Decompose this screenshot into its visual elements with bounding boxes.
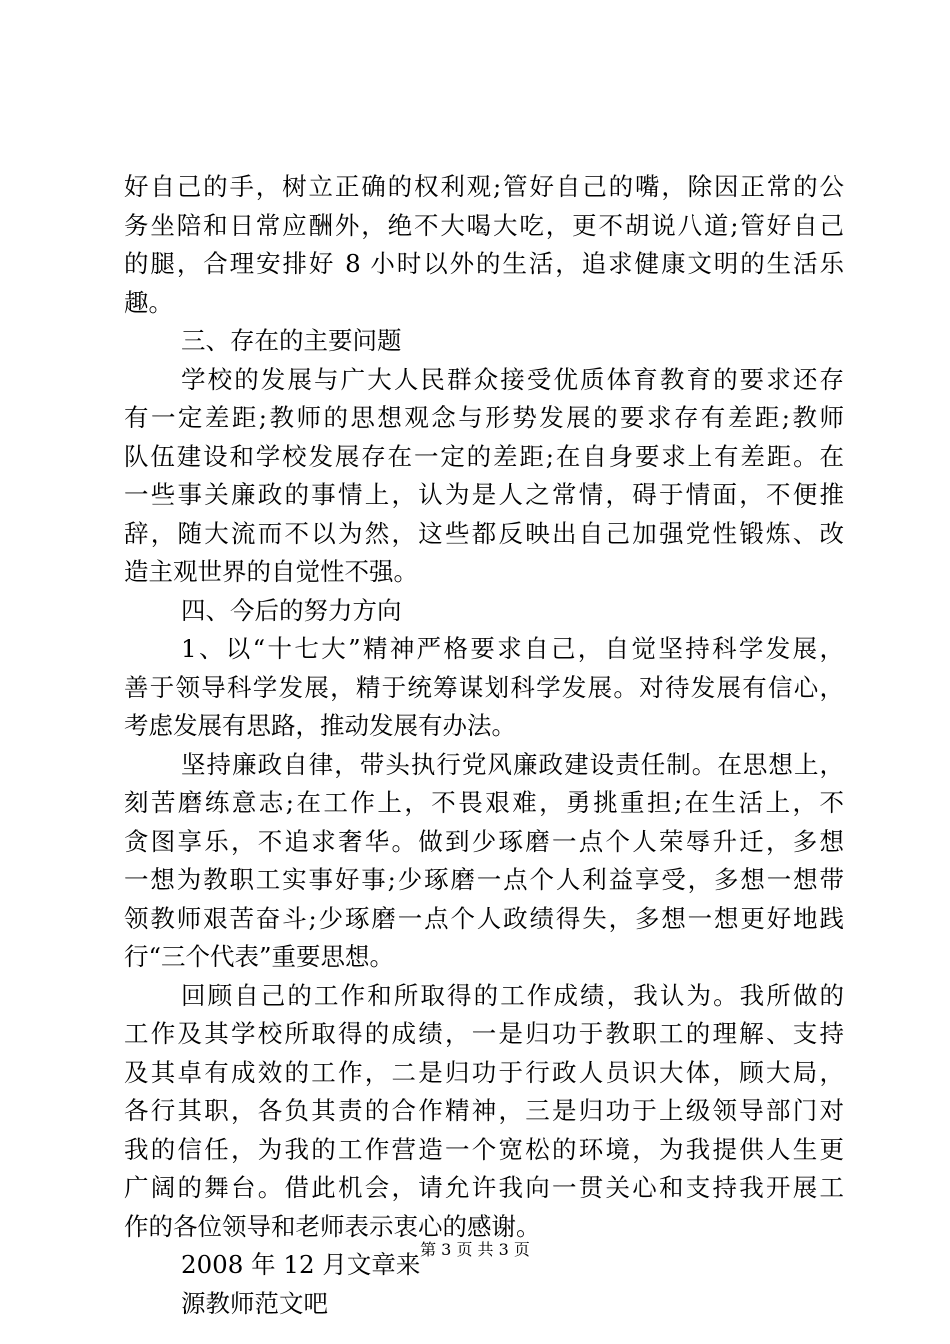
text-line: 好自己的手，树立正确的权利观;管好自己的嘴，除因正常的公 bbox=[124, 172, 844, 201]
text-line: 有一定差距;教师的思想观念与形势发展的要求存有差距;教师 bbox=[124, 403, 844, 432]
text-line: 及其卓有成效的工作，二是归功于行政人员识大体，顾大局， bbox=[124, 1057, 844, 1087]
text-line: 考虑发展有思路，推动发展有办法。 bbox=[124, 711, 516, 740]
section-heading-issues: 三、存在的主要问题 bbox=[181, 326, 402, 355]
text-line: 行“三个代表”重要思想。 bbox=[124, 942, 395, 971]
text-line: 1、以“十七大”精神严格要求自己，自觉坚持科学发展， bbox=[181, 634, 844, 663]
text-line: 一些事关廉政的事情上，认为是人之常情，碍于情面，不便推 bbox=[124, 480, 844, 509]
paragraph-continuation bbox=[124, 168, 844, 322]
page-footer: 第 3 页 共 3 页 bbox=[420, 1240, 530, 1259]
text-line: 各行其职，各负其责的合作精神，三是归功于上级领导部门对 bbox=[124, 1096, 844, 1125]
signature-source-line: 源教师范文吧 bbox=[181, 1288, 328, 1318]
text-line: 作的各位领导和老师表示衷心的感谢。 bbox=[124, 1211, 541, 1241]
text-line: 造主观世界的自觉性不强。 bbox=[124, 557, 418, 586]
text-line: 趣。 bbox=[124, 287, 173, 317]
text-line: 领教师艰苦奋斗;少琢磨一点个人政绩得失，多想一想更好地践 bbox=[124, 903, 844, 933]
signature-date-line: 2008 年 12 月文章来 bbox=[181, 1250, 421, 1279]
text-line: 辞，随大流而不以为然，这些都反映出自己加强党性锻炼、改 bbox=[124, 518, 844, 548]
paragraph-integrity bbox=[124, 746, 844, 977]
text-line: 我的信任，为我的工作营造一个宽松的环境，为我提供人生更 bbox=[124, 1134, 844, 1164]
text-line: 善于领导科学发展，精于统筹谋划科学发展。对待发展有信心， bbox=[124, 672, 844, 702]
text-line: 一想为教职工实事好事;少琢磨一点个人利益享受，多想一想带 bbox=[124, 865, 844, 894]
text-line: 学校的发展与广大人民群众接受优质体育教育的要求还存 bbox=[181, 364, 844, 394]
text-line: 的腿，合理安排好 8 小时以外的生活，追求健康文明的生活乐 bbox=[124, 249, 844, 278]
document-body bbox=[124, 168, 844, 1323]
text-line: 回顾自己的工作和所取得的工作成绩，我认为。我所做的 bbox=[181, 980, 844, 1010]
section-heading-direction: 四、今后的努力方向 bbox=[181, 595, 402, 625]
text-line: 坚持廉政自律，带头执行党风廉政建设责任制。在思想上， bbox=[181, 749, 844, 779]
text-line: 队伍建设和学校发展存在一定的差距;在自身要求上有差距。在 bbox=[124, 441, 844, 471]
paragraph-acknowledgement bbox=[124, 977, 844, 1247]
paragraph-direction-1 bbox=[124, 630, 844, 746]
text-line: 工作及其学校所取得的成绩，一是归功于教职工的理解、支持 bbox=[124, 1019, 844, 1048]
paragraph-issues bbox=[124, 361, 844, 592]
text-line: 广阔的舞台。借此机会，请允许我向一贯关心和支持我开展工 bbox=[124, 1173, 844, 1202]
text-line: 贪图享乐，不追求奢华。做到少琢磨一点个人荣辱升迁，多想 bbox=[124, 826, 844, 856]
text-line: 刻苦磨练意志;在工作上，不畏艰难，勇挑重担;在生活上，不 bbox=[124, 788, 844, 817]
text-line: 务坐陪和日常应酬外，绝不大喝大吃，更不胡说八道;管好自己 bbox=[124, 210, 844, 240]
